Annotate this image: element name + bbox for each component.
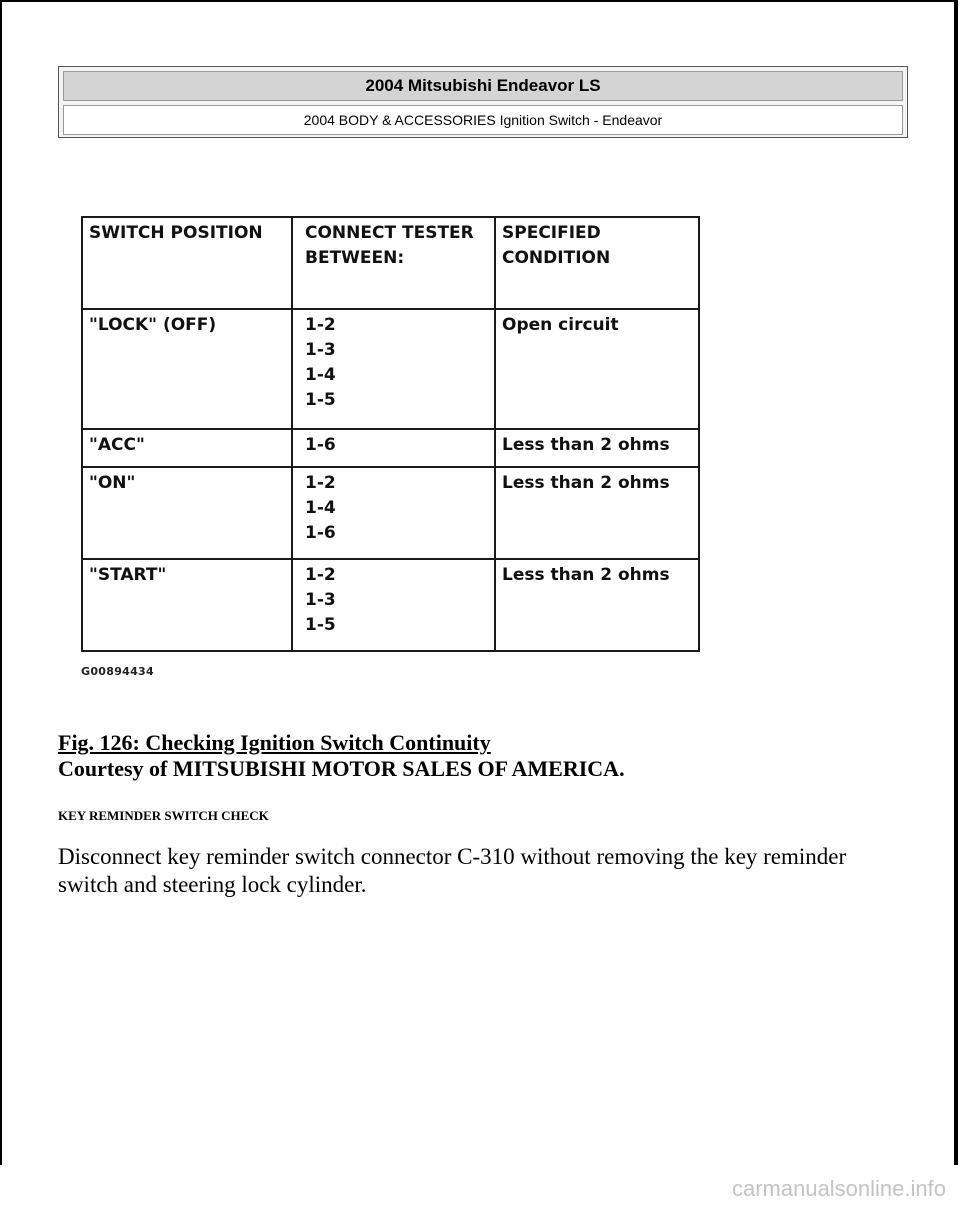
table-row <box>82 429 699 467</box>
terminal-pair: 1-2 <box>305 473 336 493</box>
position-cell: "START" <box>82 559 292 651</box>
header-cell: SWITCH POSITION <box>82 217 292 309</box>
condition-cell: Less than 2 ohms <box>495 467 699 559</box>
table-row <box>82 559 699 651</box>
section-heading: KEY REMINDER SWITCH CHECK <box>58 808 269 823</box>
terminal-pair: 1-3 <box>305 590 336 610</box>
position-cell: "ON" <box>82 467 292 559</box>
caption-courtesy: Courtesy of MITSUBISHI MOTOR SALES OF AMERICA. <box>58 756 625 781</box>
header-subtitle: 2004 BODY & ACCESSORIES Ignition Switch - Endeavor <box>63 105 903 135</box>
figure-continuity-table <box>78 212 702 682</box>
terminals-cell <box>292 309 495 429</box>
terminals-cell <box>292 429 495 467</box>
terminal-pair: 1-2 <box>305 315 336 335</box>
condition-cell: Open circuit <box>495 309 699 429</box>
figure-id: G00894434 <box>81 665 154 678</box>
table-header-row <box>82 217 699 309</box>
figure-caption <box>58 730 625 782</box>
terminal-pair: 1-2 <box>305 565 336 585</box>
header-title: 2004 Mitsubishi Endeavor LS <box>63 71 903 101</box>
terminal-pair: 1-6 <box>305 435 336 455</box>
terminal-pair: 1-6 <box>305 523 336 543</box>
terminal-pair: 1-5 <box>305 615 336 635</box>
terminal-pair: 1-4 <box>305 365 336 385</box>
position-cell: "LOCK" (OFF) <box>82 309 292 429</box>
terminal-pair: 1-5 <box>305 390 336 410</box>
spec-table <box>81 216 700 652</box>
terminals-cell <box>292 559 495 651</box>
condition-cell: Less than 2 ohms <box>495 429 699 467</box>
terminals-cell <box>292 467 495 559</box>
condition-cell: Less than 2 ohms <box>495 559 699 651</box>
caption-title: Fig. 126: Checking Ignition Switch Continuity <box>58 730 491 755</box>
table-row <box>82 467 699 559</box>
header-cell: SPECIFIED CONDITION <box>495 217 699 309</box>
watermark: carmanualsonline.info <box>731 1176 946 1201</box>
document-header <box>58 66 908 138</box>
body-paragraph: Disconnect key reminder switch connector C-310 without removing the key reminder switch and steering lock cylinder. <box>58 844 847 897</box>
terminal-pair: 1-3 <box>305 340 336 360</box>
table-row <box>82 309 699 429</box>
header-cell: CONNECT TESTER BETWEEN: <box>292 217 495 309</box>
position-cell: "ACC" <box>82 429 292 467</box>
terminal-pair: 1-4 <box>305 498 336 518</box>
